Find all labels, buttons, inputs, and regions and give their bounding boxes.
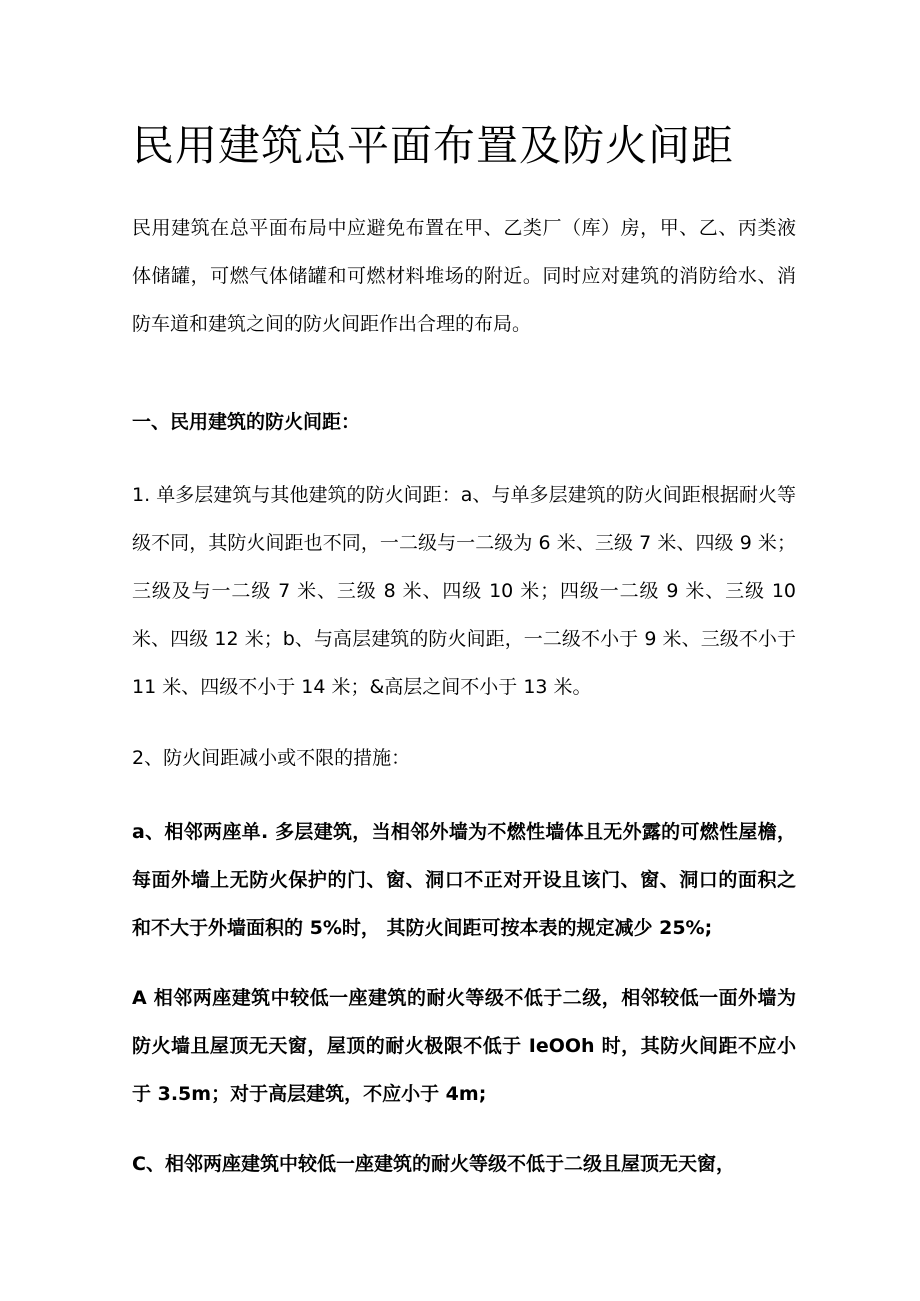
item-2-paragraph: 2、防火间距减小或不限的措施： [132,747,411,769]
section-heading: 一、民用建筑的防火间距： [132,411,361,433]
intro-paragraph: 民用建筑在总平面布局中应避免布置在甲、乙类厂（库）房，甲、乙、丙类液体储罐，可燃气体储罐和可燃材料堆场的附近。同时应对建筑的消防给水、消防车道和建筑之间的防火间距作出合理的布局。 [132,217,796,335]
item-2A-paragraph: A 相邻两座建筑中较低一座建筑的耐火等级不低于二级，相邻较低一面外墙为防火墙且屋顶无天窗，屋顶的耐火极限不低于 IeOOh 时，其防火间距不应小于 3.5m；对于高层建筑，不应小于 4m; [132,987,796,1105]
item-1-paragraph: 1. 单多层建筑与其他建筑的防火间距：a、与单多层建筑的防火间距根据耐火等级不同，其防火间距也不同，一二级与一二级为 6 米、三级 7 米、四级 9 米；三级及与一二级 7 米、三级 8 米、四级 10 米；四级一二级 9 米、三级 10 米、四级 12 米；b、与高层建筑的防火间距，一二级不小于 9 米、三级不小于 11 米、四级不小于 14 米；&高层之间不小于 13 米。 [132,484,796,698]
item-2a-paragraph: a、相邻两座单. 多层建筑，当相邻外墙为不燃性墙体且无外露的可燃性屋檐，每面外墙上无防火保护的门、窗、洞口不正对开设且该门、窗、洞口的面积之和不大于外墙面积的 5%时， 其防火间距可按本表的规定减少 25%; [132,821,796,939]
item-2C-paragraph: C、相邻两座建筑中较低一座建筑的耐火等级不低于二级且屋顶无天窗， [132,1153,735,1175]
page-title: 民用建筑总平面布置及防火间距 [132,121,735,170]
